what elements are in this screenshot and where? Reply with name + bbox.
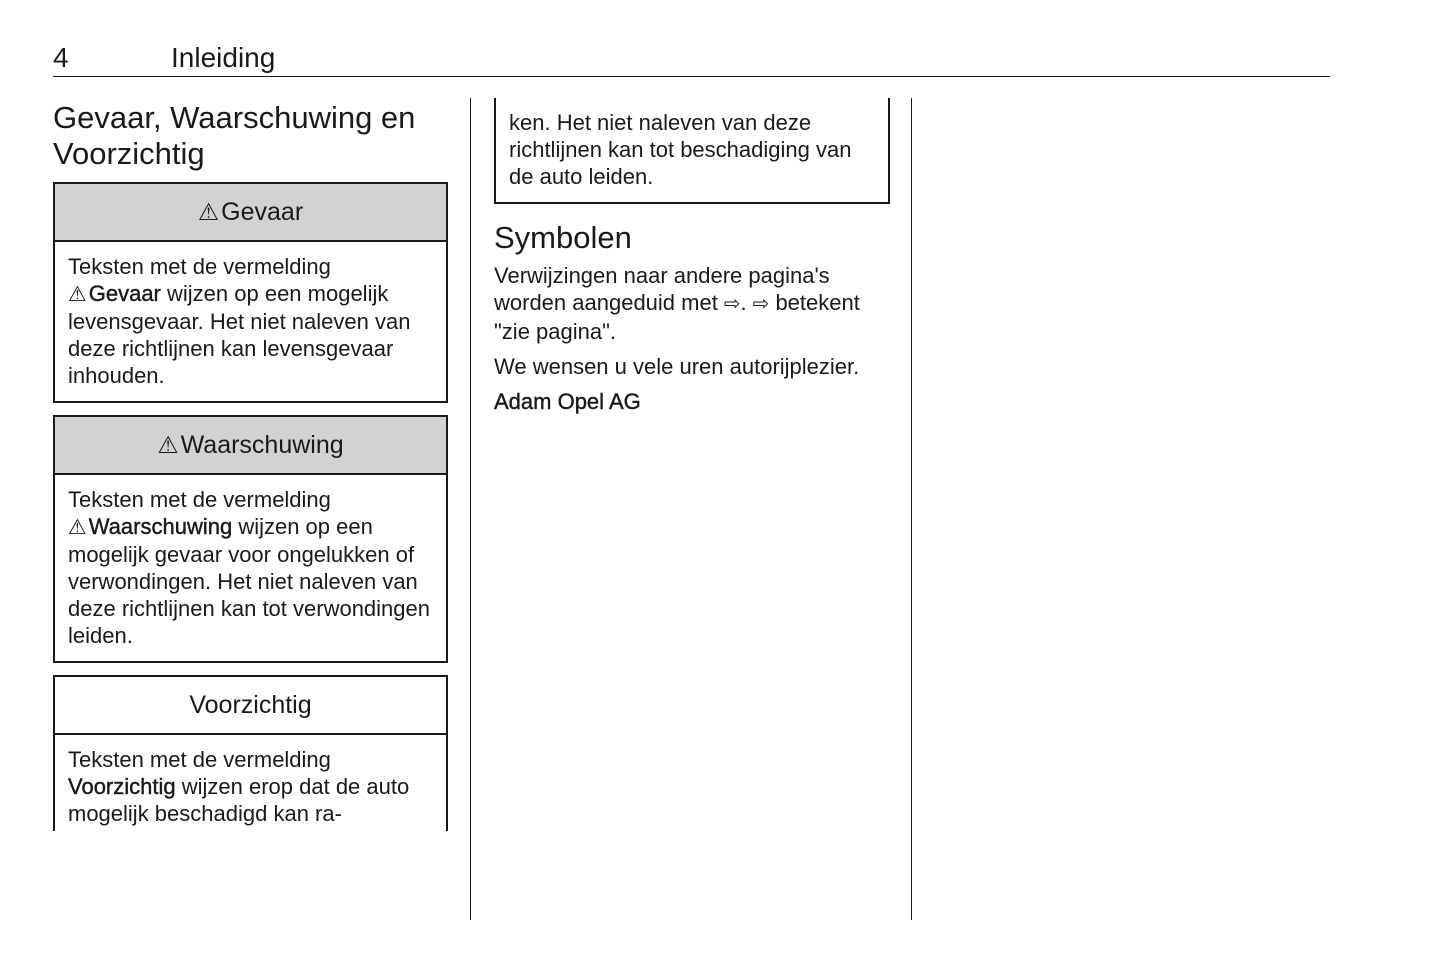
page-header <box>53 40 1330 77</box>
warning-triangle-icon: ⚠ <box>157 431 179 459</box>
caution-box <box>53 675 448 831</box>
warning-box-body <box>55 475 446 661</box>
warning-text: wijzen op een mogelijk gevaar voor ongelukken of verwondingen. Het niet naleven van deze richtlijnen kan tot verwondingen leiden. <box>68 514 431 648</box>
page-reference-arrow-icon: ⇨ <box>723 293 741 315</box>
warning-intro: Teksten met de vermelding <box>68 487 331 512</box>
symbols-title: Symbolen <box>494 220 632 255</box>
column-divider-1 <box>470 98 471 920</box>
danger-text: wijzen op een mogelijk levensgevaar. Het niet naleven van deze richtlijnen kan levensgevaar inhouden. <box>68 281 411 388</box>
caution-continuation-text: ken. Het niet naleven van deze richtlijnen kan tot beschadiging van de auto leiden. <box>509 110 852 189</box>
warning-triangle-icon: ⚠ <box>197 198 220 226</box>
danger-box <box>53 182 448 403</box>
danger-box-header <box>55 184 446 242</box>
section-title: Gevaar, Waarschuwing en Voorzichtig <box>53 100 416 171</box>
warning-keyword: Waarschuwing <box>88 514 233 539</box>
danger-intro: Teksten met de vermelding <box>68 254 331 279</box>
warning-box-title: Waarschuwing <box>180 430 344 459</box>
caution-keyword: Voorzichtig <box>68 774 176 799</box>
signature <box>494 388 890 415</box>
caution-intro: Teksten met de vermelding <box>68 747 331 772</box>
warning-triangle-icon: ⚠ <box>68 283 87 306</box>
chapter-title: Inleiding <box>171 42 276 73</box>
caution-box-body <box>55 735 446 831</box>
column-middle <box>494 98 890 423</box>
caution-box-continuation <box>494 98 890 204</box>
warning-triangle-icon: ⚠ <box>68 516 87 539</box>
page-reference-arrow-icon: ⇨ <box>752 293 770 315</box>
danger-box-title: Gevaar <box>221 197 304 226</box>
warning-box <box>53 415 448 663</box>
symbols-text-2: . <box>740 290 753 315</box>
caution-text: wijzen erop dat de auto mogelijk beschadigd kan ra- <box>68 774 410 826</box>
caution-box-title: Voorzichtig <box>189 690 312 719</box>
symbols-text-1: Verwijzingen naar andere pagina's worden aangeduid met <box>494 263 830 315</box>
greeting-paragraph: We wensen u vele uren autorijplezier. <box>494 354 860 379</box>
caution-box-header <box>55 677 446 735</box>
column-left <box>53 100 448 831</box>
page-number: 4 <box>53 42 69 73</box>
warning-box-header <box>55 417 446 475</box>
danger-box-body <box>55 242 446 401</box>
column-divider-2 <box>911 98 912 920</box>
symbols-paragraph <box>494 262 890 345</box>
signature-text: Adam Opel AG <box>494 389 641 414</box>
symbols-text-3: betekent "zie pagina". <box>494 290 860 344</box>
danger-keyword: Gevaar <box>88 281 161 306</box>
